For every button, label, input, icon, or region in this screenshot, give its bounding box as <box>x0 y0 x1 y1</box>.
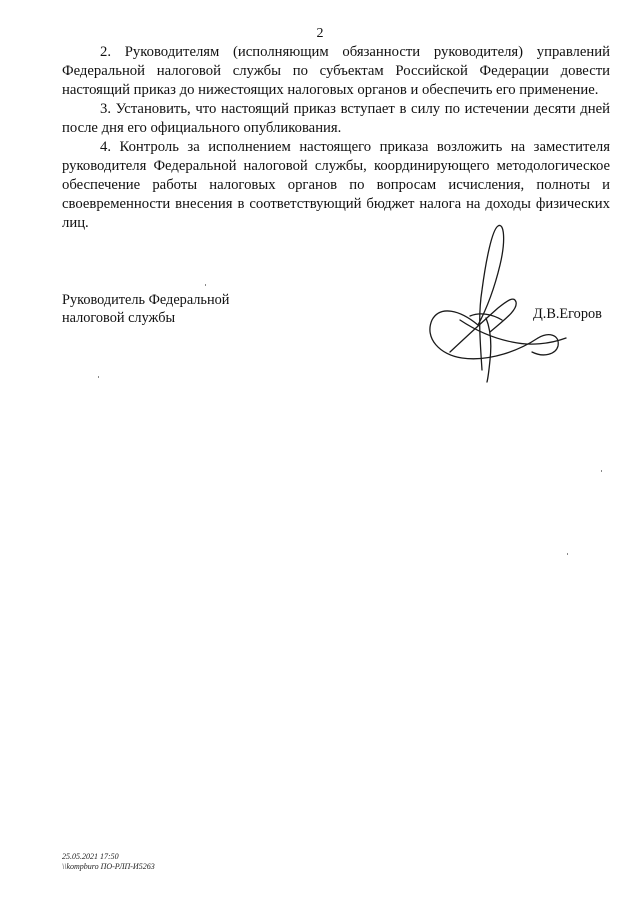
scan-speck <box>98 376 99 378</box>
scan-speck <box>205 284 206 286</box>
signatory-title-line-2: налоговой службы <box>62 310 176 326</box>
paragraph-4: 4. Контроль за исполнением настоящего приказа возложить на заместителя руководителя Федеральной налоговой службы, координирующего методологическое обеспечение работы налоговых органов по вопросам исчисления, полноты и своевременности внесения в соответствующий бюджет налога на доходы физических лиц. <box>62 139 610 231</box>
paragraph-3: 3. Установить, что настоящий приказ вступает в силу по истечении десяти дней после дня его официального опубликования. <box>62 101 610 136</box>
signatory-title-line-1: Руководитель Федеральной <box>62 292 230 308</box>
scan-speck <box>567 553 568 555</box>
footer-file-ref: \\kompburo ПО-РЛП-И5263 <box>62 862 155 871</box>
paragraph-2: 2. Руководителям (исполняющим обязанности руководителя) управлений Федеральной налоговой службы по субъектам Российской Федерации довести настоящий приказ до нижестоящих налоговых органов и обеспечить его применение. <box>62 44 610 98</box>
scan-speck <box>601 470 602 472</box>
handwritten-signature <box>420 220 570 385</box>
signatory-name: Д.В.Егоров <box>533 306 602 322</box>
footer-timestamp: 25.05.2021 17:50 <box>62 852 119 861</box>
document-body <box>62 43 610 233</box>
signatory-title <box>62 291 229 327</box>
page-number: 2 <box>316 26 324 41</box>
document-footer <box>62 852 155 872</box>
